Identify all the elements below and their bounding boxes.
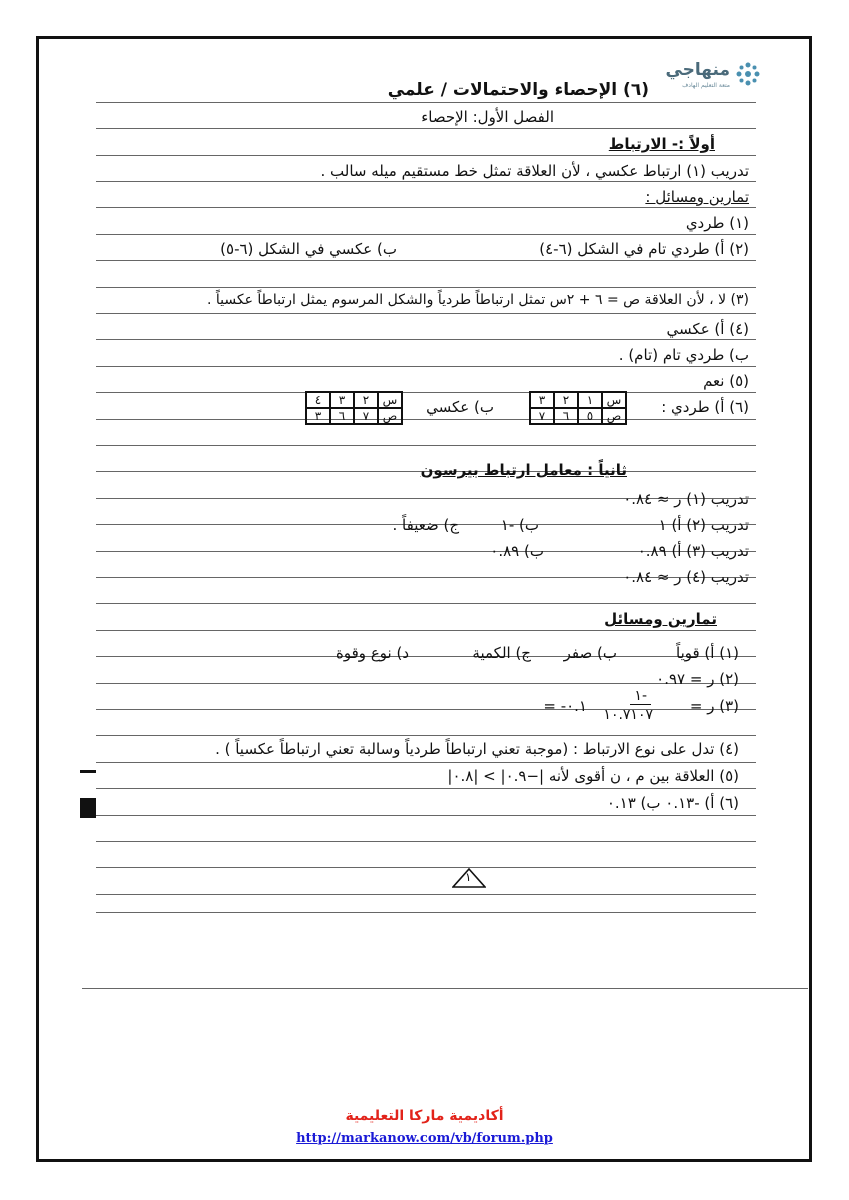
footer-academy-name: أكاديمية ماركا التعليمية <box>345 1108 504 1124</box>
chapter-title: الفصل الأول: الإحصاء <box>421 108 554 126</box>
answer-q4-b: ب) طردي تام (تام) . <box>618 346 749 364</box>
table-cell: ص <box>378 408 402 424</box>
table-row <box>306 392 402 408</box>
table-cell: س <box>602 392 626 408</box>
answer-q5: (٥) نعم <box>703 372 749 390</box>
ex5: (٥) العلاقة بين م ، ن أقوى لأنه |−٠.٩| > |٠.٨| <box>447 767 739 785</box>
drill-2-c: ج) ضعيفاً . <box>392 516 459 534</box>
logo-tagline: متعة التعليم الهادف <box>682 82 730 89</box>
drill-3-b: ب) ٠.٨٩ <box>490 542 544 560</box>
answer-q6-a-label: (٦) أ) طردي : <box>661 398 749 416</box>
scan-mark-block <box>80 798 96 818</box>
answer-q2-a: (٢) أ) طردي تام في الشكل (٦-٤) <box>539 240 749 258</box>
section-heading-pearson: ثانياً : معامل ارتباط بيرسون <box>420 461 627 479</box>
ex1-a: (١) أ) قوياً <box>676 644 739 662</box>
table-direct <box>529 391 627 425</box>
table-cell: ٥ <box>578 408 602 424</box>
footer-forum-link[interactable]: http://markanow.com/vb/forum.php <box>296 1131 553 1146</box>
table-cell: ٦ <box>554 408 578 424</box>
table-row <box>530 408 626 424</box>
table-cell: ٧ <box>354 408 378 424</box>
table-inverse <box>305 391 403 425</box>
ex1-b: ب) صفر <box>563 644 617 662</box>
ex6: (٦) أ) -٠.١٣ ب) ٠.١٣ <box>606 794 739 812</box>
page-number: ١ <box>465 870 472 884</box>
drill-2-b: ب) -١ <box>500 516 539 534</box>
ex3-result: = -٠.١ <box>543 697 587 715</box>
ex3-denominator: ١٠.٧١٠٧ <box>603 707 653 723</box>
ex2: (٢) ر = ٠.٩٧ <box>656 670 739 688</box>
answer-q1: (١) طردي <box>685 214 749 232</box>
ex3-lhs: (٣) ر = <box>689 697 739 715</box>
manhaji-logo <box>662 58 762 96</box>
section-heading-correlation: أولاً :- الارتباط <box>608 135 715 153</box>
snowflake-logo-icon <box>734 60 762 88</box>
table-row <box>530 392 626 408</box>
exercises-heading-2: تمارين ومسائل <box>604 610 717 628</box>
table-cell: ٣ <box>330 392 354 408</box>
table-cell: ١ <box>578 392 602 408</box>
table-cell: ص <box>602 408 626 424</box>
drill-2-a: تدريب (٢) أ) ١ <box>658 516 749 534</box>
table-cell: ٢ <box>554 392 578 408</box>
table-cell: ٢ <box>354 392 378 408</box>
answer-q4-a: (٤) أ) عكسي <box>666 320 749 338</box>
table-cell: ٣ <box>530 392 554 408</box>
ex3-numerator: ١- <box>630 688 651 705</box>
drill-3-a: تدريب (٣) أ) ٠.٨٩ <box>637 542 749 560</box>
table-cell: س <box>378 392 402 408</box>
page-title: (٦) الإحصاء والاحتمالات / علمي <box>387 80 649 100</box>
ex4: (٤) تدل على نوع الارتباط : (موجبة تعني ارتباطاً طردياً وسالبة تعني ارتباطاً عكسياً ) . <box>215 740 739 758</box>
ex1-c: ج) الكمية <box>472 644 531 662</box>
exercises-heading-1: تمارين ومسائل : <box>645 188 749 206</box>
ex1-d: د) نوع وقوة <box>336 644 409 662</box>
answer-q6-b-label: ب) عكسي <box>426 398 494 416</box>
table-cell: ٦ <box>330 408 354 424</box>
table-cell: ٧ <box>530 408 554 424</box>
drill-1-pearson: تدريب (١) ر ≈ ٠.٨٤ <box>623 490 749 508</box>
table-row <box>306 408 402 424</box>
logo-name: منهاجي <box>665 60 730 80</box>
table-cell: ٣ <box>306 408 330 424</box>
drill-4: تدريب (٤) ر ≈ ٠.٨٤ <box>623 568 749 586</box>
drill-1-answer: تدريب (١) ارتباط عكسي ، لأن العلاقة تمثل خط مستقيم ميله سالب . <box>320 162 749 180</box>
scan-mark-line <box>80 770 96 773</box>
answer-q2-b: ب) عكسي في الشكل (٦-٥) <box>220 240 397 258</box>
answer-q3: (٣) لا ، لأن العلاقة ص = ٦ + ٢س تمثل ارتباطاً طردياً والشكل المرسوم يمثل ارتباطاً عكسياً . <box>207 292 749 308</box>
table-cell: ٤ <box>306 392 330 408</box>
